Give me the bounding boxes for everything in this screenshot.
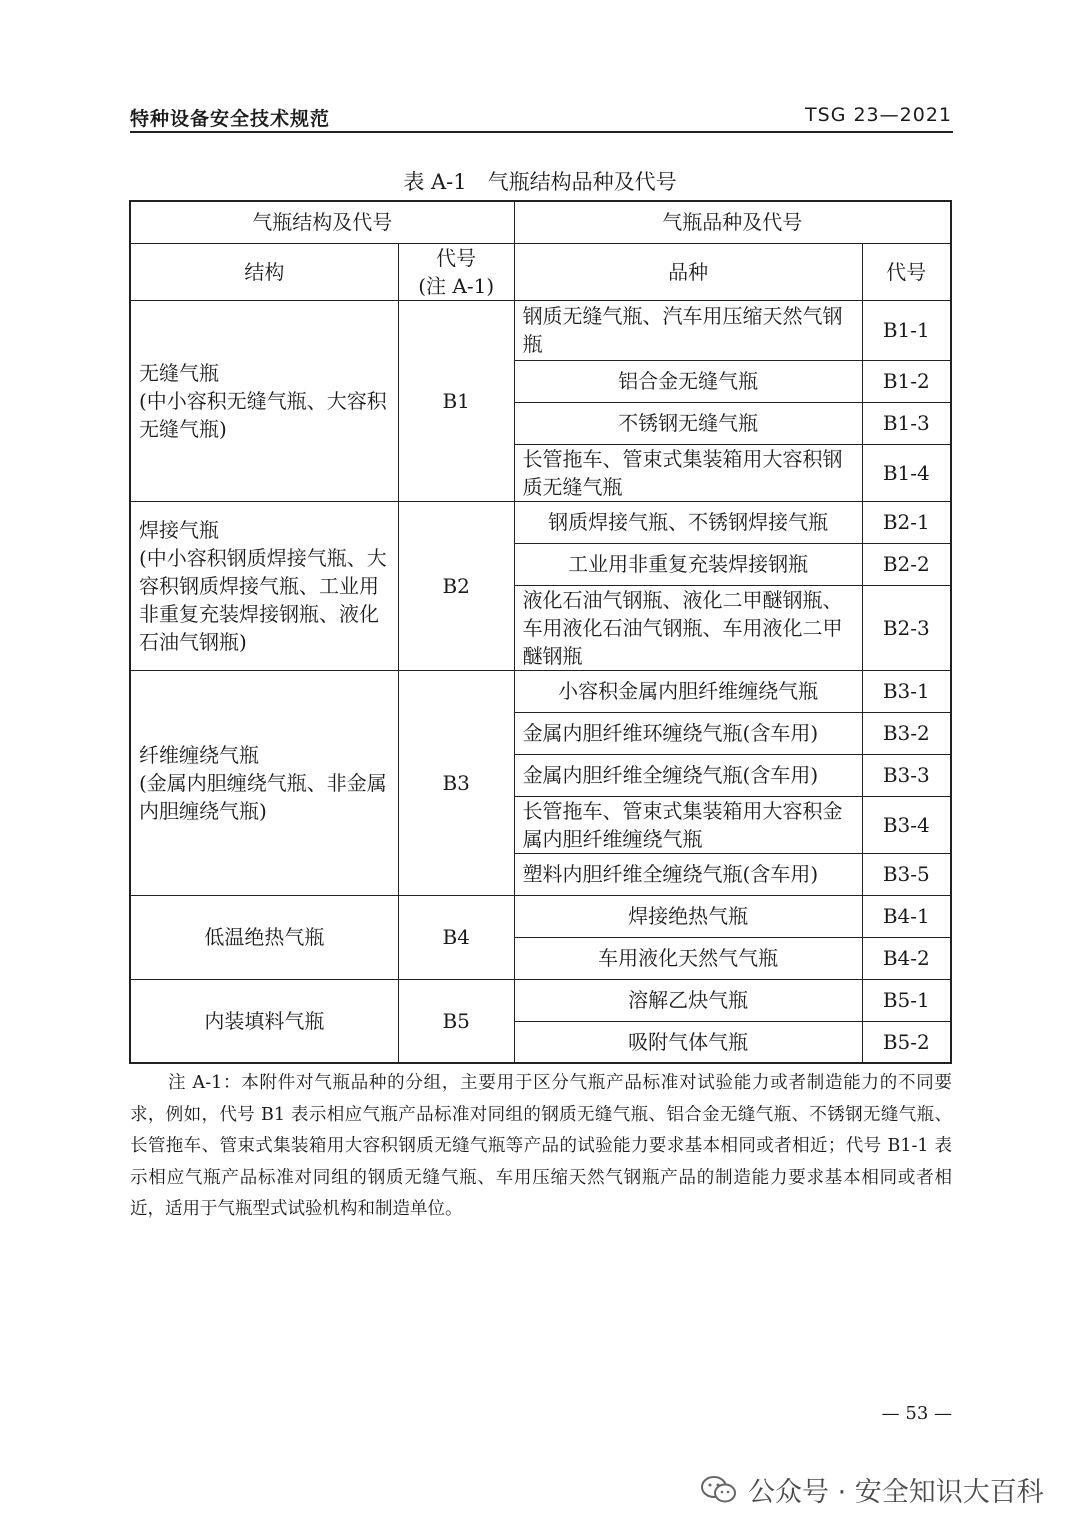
variety-code-cell: B1-3 (862, 402, 951, 444)
col-header-structure: 结构 (130, 243, 398, 300)
structure-cell: 纤维缠绕气瓶 (金属内胆缠绕气瓶、非金属内胆缠绕气瓶) (130, 670, 398, 895)
variety-cell: 长管拖车、管束式集装箱用大容积金属内胆纤维缠绕气瓶 (514, 796, 862, 853)
variety-cell: 车用液化天然气气瓶 (514, 937, 862, 979)
variety-cell: 液化石油气钢瓶、液化二甲醚钢瓶、车用液化石油气钢瓶、车用液化二甲醚钢瓶 (514, 585, 862, 670)
wechat-icon (700, 1475, 738, 1505)
col-header-code (398, 243, 514, 300)
structure-code-cell: B2 (398, 501, 514, 670)
structure-code-cell: B1 (398, 300, 514, 501)
variety-cell: 小容积金属内胆纤维缠绕气瓶 (514, 670, 862, 712)
group-header-variety: 气瓶品种及代号 (514, 201, 951, 243)
structure-cell: 内装填料气瓶 (130, 979, 398, 1063)
variety-cell: 钢质无缝气瓶、汽车用压缩天然气钢瓶 (514, 300, 862, 360)
page-number: — 53 — (881, 1403, 952, 1424)
variety-cell: 铝合金无缝气瓶 (514, 360, 862, 402)
variety-cell: 长管拖车、管束式集装箱用大容积钢质无缝气瓶 (514, 444, 862, 501)
variety-code-cell: B5-1 (862, 979, 951, 1021)
variety-cell: 金属内胆纤维全缠绕气瓶(含车用) (514, 754, 862, 796)
variety-code-cell: B2-2 (862, 543, 951, 585)
structure-cell: 无缝气瓶 (中小容积无缝气瓶、大容积无缝气瓶) (130, 300, 398, 501)
variety-cell: 金属内胆纤维环缠绕气瓶(含车用) (514, 712, 862, 754)
col-header-variety: 品种 (514, 243, 862, 300)
col-header-code-label: 代号 (436, 245, 477, 270)
running-header-code: TSG 23—2021 (805, 104, 952, 126)
structure-cell: 焊接气瓶 (中小容积钢质焊接气瓶、大容积钢质焊接气瓶、工业用非重复充装焊接钢瓶、液化石油气钢瓶) (130, 501, 398, 670)
col-header-code-note: (注 A-1) (418, 273, 495, 298)
structure-code-cell: B5 (398, 979, 514, 1063)
variety-code-cell: B1-2 (862, 360, 951, 402)
variety-code-cell: B3-5 (862, 853, 951, 895)
table-row (130, 979, 951, 1021)
table-row (130, 501, 951, 543)
table-row (130, 670, 951, 712)
table-title: 表 A-1 气瓶结构品种及代号 (403, 170, 677, 194)
variety-code-cell: B2-1 (862, 501, 951, 543)
variety-code-cell: B5-2 (862, 1021, 951, 1063)
col-header-variety-code: 代号 (862, 243, 951, 300)
column-header-row (130, 243, 951, 300)
variety-cell: 焊接绝热气瓶 (514, 895, 862, 937)
group-header-structure: 气瓶结构及代号 (130, 201, 514, 243)
cylinder-table (129, 200, 952, 1064)
variety-cell: 不锈钢无缝气瓶 (514, 402, 862, 444)
variety-code-cell: B3-2 (862, 712, 951, 754)
variety-code-cell: B1-4 (862, 444, 951, 501)
variety-code-cell: B2-3 (862, 585, 951, 670)
running-header-title: 特种设备安全技术规范 (130, 108, 331, 130)
variety-cell: 吸附气体气瓶 (514, 1021, 862, 1063)
structure-code-cell: B4 (398, 895, 514, 979)
watermark-text: 公众号 · 安全知识大百科 (748, 1477, 1044, 1508)
group-header-row (130, 201, 951, 243)
variety-cell: 工业用非重复充装焊接钢瓶 (514, 543, 862, 585)
variety-cell: 塑料内胆纤维全缠绕气瓶(含车用) (514, 853, 862, 895)
variety-code-cell: B3-3 (862, 754, 951, 796)
variety-cell: 钢质焊接气瓶、不锈钢焊接气瓶 (514, 501, 862, 543)
variety-cell: 溶解乙炔气瓶 (514, 979, 862, 1021)
variety-code-cell: B4-1 (862, 895, 951, 937)
structure-code-cell: B3 (398, 670, 514, 895)
variety-code-cell: B4-2 (862, 937, 951, 979)
variety-code-cell: B3-4 (862, 796, 951, 853)
variety-code-cell: B3-1 (862, 670, 951, 712)
table-note (130, 1068, 952, 1226)
variety-code-cell: B1-1 (862, 300, 951, 360)
structure-cell: 低温绝热气瓶 (130, 895, 398, 979)
table-row (130, 895, 951, 937)
note-text: 注 A-1：本附件对气瓶品种的分组，主要用于区分气瓶产品标准对试验能力或者制造能力的不同要求，例如，代号 B1 表示相应气瓶产品标准对同组的钢质无缝气瓶、铝合金无缝气瓶、不锈钢无缝气瓶、长管拖车、管束式集装箱用大容积钢质无缝气瓶等产品的试验能力要求基本相同或者相近；代号 B1-1 表示相应气瓶产品标准对同组的钢质无缝气瓶、车用压缩天然气钢瓶产品的制造能力要求基本相同或者相近，适用于气瓶型式试验机构和制造单位。 (130, 1073, 952, 1219)
watermark (700, 1470, 1044, 1509)
header-rule (130, 131, 953, 133)
table-row (130, 300, 951, 360)
